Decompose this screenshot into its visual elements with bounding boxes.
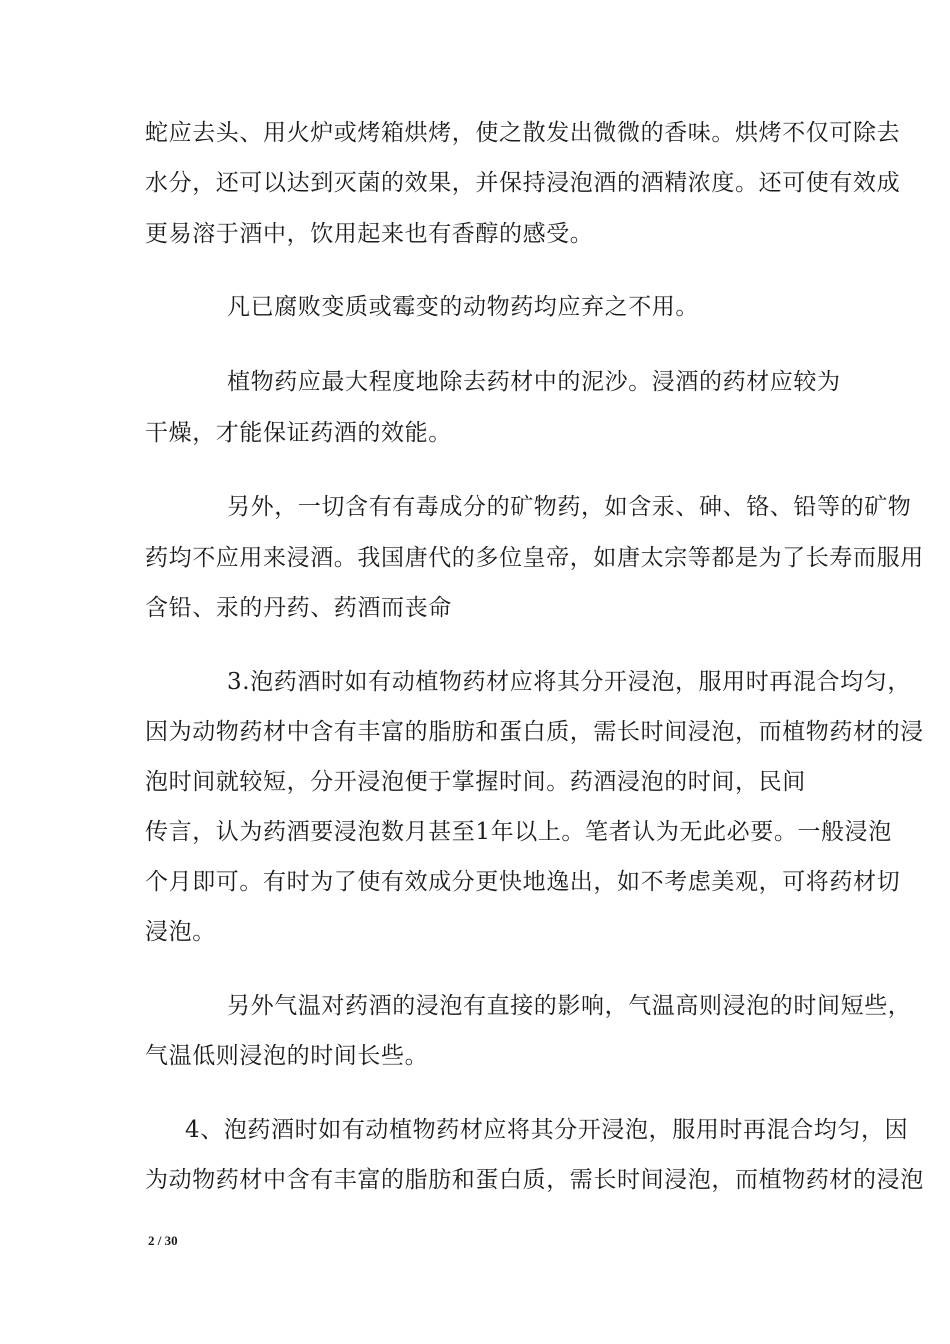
page-number: 2 / 30 <box>148 1233 178 1248</box>
text-line: 水分，还可以达到灭菌的效果，并保持浸泡酒的酒精浓度。还可使有效成 <box>145 170 901 196</box>
text-line: 药均不应用来浸酒。我国唐代的多位皇帝，如唐太宗等都是为了长寿而服用 <box>145 545 924 571</box>
text-line: 干燥，才能保证药酒的效能。 <box>145 420 452 446</box>
text-line: 因为动物药材中含有丰富的脂肪和蛋白质，需长时间浸泡，而植物药材的浸 <box>145 719 924 745</box>
text-line: 4、泡药酒时如有动植物药材应将其分开浸泡，服用时再混合均匀，因 <box>185 1117 909 1143</box>
text-line: 气温低则浸泡的时间长些。 <box>145 1043 429 1069</box>
text-line: 更易溶于酒中，饮用起来也有香醇的感受。 <box>145 221 594 247</box>
text-line: 泡时间就较短，分开浸泡便于掌握时间。药酒浸泡的时间，民间 <box>145 769 806 795</box>
text-line: 含铅、汞的丹药、药酒而丧命 <box>145 595 452 621</box>
text-line: 个月即可。有时为了使有效成分更快地逸出，如不考虑美观，可将药材切 <box>145 869 901 895</box>
text-line: 凡已腐败变质或霉变的动物药均应弃之不用。 <box>227 294 699 320</box>
text-line: 另外，一切含有有毒成分的矿物药，如含汞、砷、铬、铅等的矿物 <box>227 494 912 520</box>
text-line: 为动物药材中含有丰富的脂肪和蛋白质，需长时间浸泡，而植物药材的浸泡 <box>145 1167 924 1193</box>
text-line: 蛇应去头、用火炉或烤箱烘烤，使之散发出微微的香味。烘烤不仅可除去 <box>145 120 901 146</box>
text-line: 另外气温对药酒的浸泡有直接的影响，气温高则浸泡的时间短些， <box>227 993 912 1019</box>
text-line: 传言，认为药酒要浸泡数月甚至1年以上。笔者认为无此必要。一般浸泡 <box>145 819 892 845</box>
text-line: 3.泡药酒时如有动植物药材应将其分开浸泡，服用时再混合均匀， <box>227 669 911 695</box>
text-line: 植物药应最大程度地除去药材中的泥沙。浸酒的药材应较为 <box>227 369 841 395</box>
text-line: 浸泡。 <box>145 919 216 945</box>
